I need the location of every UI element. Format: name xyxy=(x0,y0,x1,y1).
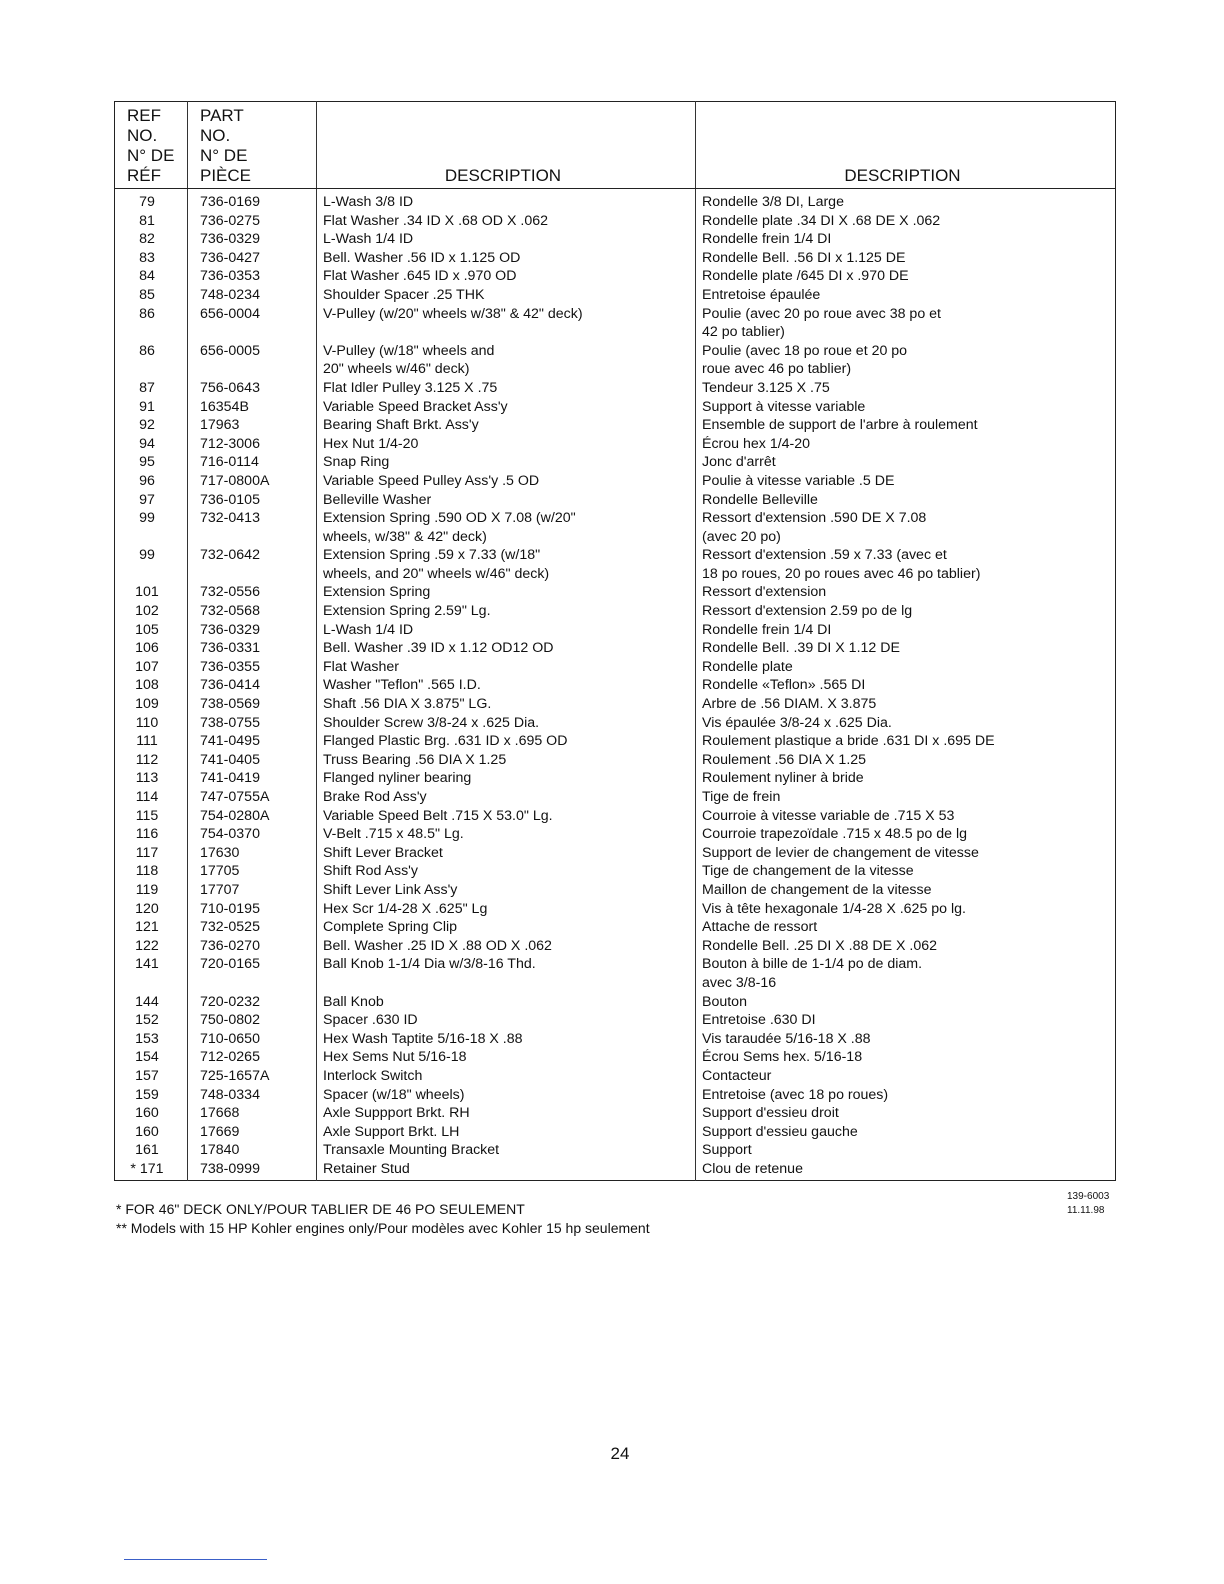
description-en: Shoulder Spacer .25 THK xyxy=(317,286,696,305)
description-fr: Courroie trapezoïdale .715 x 48.5 po de lg xyxy=(702,826,968,843)
ref-number: 112 xyxy=(115,751,188,770)
ref-number: 82 xyxy=(115,230,188,249)
part-number: 736-0275 xyxy=(188,212,317,231)
ref-number: 154 xyxy=(115,1048,188,1067)
description-en: Truss Bearing .56 DIA X 1.25 xyxy=(317,751,696,770)
description-en: Transaxle Mounting Bracket xyxy=(317,1141,696,1160)
description-fr: Clou de retenue xyxy=(702,1160,803,1177)
part-number: 736-0270 xyxy=(188,937,317,956)
table-row xyxy=(115,212,1116,231)
part-number: 717-0800A xyxy=(188,472,317,491)
description-fr: Bouton à bille de 1-1/4 po de diam. avec 3/8-16 xyxy=(702,956,923,991)
description-fr: Rondelle Belleville xyxy=(702,491,818,508)
table-row xyxy=(115,695,1116,714)
part-number: 736-0329 xyxy=(188,230,317,249)
description-fr: Ressort d'extension .590 DE X 7.08 (avec 20 po) xyxy=(702,510,927,545)
ref-number: 141 xyxy=(115,955,188,992)
description-en: V-Pulley (w/20" wheels w/38" & 42" deck) xyxy=(317,305,696,342)
description-en: Flat Washer .34 ID X .68 OD X .062 xyxy=(317,212,696,231)
ref-number: 144 xyxy=(115,993,188,1012)
description-en: Variable Speed Pulley Ass'y .5 OD xyxy=(317,472,696,491)
ref-number: 114 xyxy=(115,788,188,807)
description-fr: Rondelle frein 1/4 DI xyxy=(702,621,832,638)
part-number: 710-0650 xyxy=(188,1030,317,1049)
part-number: 17963 xyxy=(188,416,317,435)
description-fr: Vis taraudée 5/16-18 X .88 xyxy=(702,1030,871,1047)
description-fr: Vis épaulée 3/8-24 x .625 Dia. xyxy=(702,714,892,731)
description-en: Shaft .56 DIA X 3.875" LG. xyxy=(317,695,696,714)
header-row xyxy=(115,102,1116,189)
description-en: Belleville Washer xyxy=(317,491,696,510)
table-row xyxy=(115,714,1116,733)
table-row xyxy=(115,1141,1116,1160)
ref-number: 113 xyxy=(115,769,188,788)
part-number: 732-0556 xyxy=(188,583,317,602)
table-row xyxy=(115,862,1116,881)
table-row xyxy=(115,379,1116,398)
table-row xyxy=(115,732,1116,751)
ref-number: 111 xyxy=(115,732,188,751)
ref-number: 86 xyxy=(115,305,188,342)
parts-body xyxy=(115,189,1116,1181)
ref-number: 110 xyxy=(115,714,188,733)
part-number: 16354B xyxy=(188,398,317,417)
table-row xyxy=(115,230,1116,249)
description-en: Hex Sems Nut 5/16-18 xyxy=(317,1048,696,1067)
description-fr: Tige de changement de la vitesse xyxy=(702,863,914,880)
part-number: 712-3006 xyxy=(188,435,317,454)
table-row xyxy=(115,825,1116,844)
ref-number: 107 xyxy=(115,658,188,677)
description-fr: Jonc d'arrêt xyxy=(702,454,776,471)
description-en: L-Wash 1/4 ID xyxy=(317,621,696,640)
description-en: Bell. Washer .39 ID x 1.12 OD12 OD xyxy=(317,639,696,658)
description-fr: Tendeur 3.125 X .75 xyxy=(702,379,830,396)
description-en: Hex Nut 1/4-20 xyxy=(317,435,696,454)
table-row xyxy=(115,189,1116,212)
part-number: 732-0525 xyxy=(188,918,317,937)
ref-number: 86 xyxy=(115,342,188,379)
document-date: 11.11.98 xyxy=(1067,1205,1105,1216)
header-part: PART NO. N° DE PIÈCE xyxy=(188,102,317,189)
description-en: Brake Rod Ass'y xyxy=(317,788,696,807)
part-number: 17840 xyxy=(188,1141,317,1160)
part-number: 756-0643 xyxy=(188,379,317,398)
table-row xyxy=(115,267,1116,286)
description-en: Flanged nyliner bearing xyxy=(317,769,696,788)
table-row xyxy=(115,416,1116,435)
description-en: Ball Knob xyxy=(317,993,696,1012)
description-fr: Poulie (avec 18 po roue et 20 po roue avec 46 po tablier) xyxy=(702,342,908,378)
description-fr: Attache de ressort xyxy=(702,919,818,936)
ref-number: 157 xyxy=(115,1067,188,1086)
description-en: Flat Washer xyxy=(317,658,696,677)
description-en: Extension Spring .590 OD X 7.08 (w/20" wheels, w/38" & 42" deck) xyxy=(317,509,696,546)
ref-number: 97 xyxy=(115,491,188,510)
description-en: Variable Speed Belt .715 X 53.0" Lg. xyxy=(317,807,696,826)
description-en: Ball Knob 1-1/4 Dia w/3/8-16 Thd. xyxy=(317,955,696,992)
description-fr: Bouton xyxy=(702,993,747,1010)
table-row xyxy=(115,1030,1116,1049)
part-number: 17668 xyxy=(188,1104,317,1123)
description-fr: Support à vitesse variable xyxy=(702,398,866,415)
description-fr: Ressort d'extension .59 x 7.33 (avec et 18 po roues, 20 po roues avec 46 po tablier) xyxy=(702,547,981,582)
table-row xyxy=(115,472,1116,491)
description-en: Spacer (w/18" wheels) xyxy=(317,1086,696,1105)
table-row xyxy=(115,900,1116,919)
part-number: 17707 xyxy=(188,881,317,900)
description-en: Flat Washer .645 ID x .970 OD xyxy=(317,267,696,286)
ref-number: 120 xyxy=(115,900,188,919)
ref-number: 153 xyxy=(115,1030,188,1049)
ref-number: 119 xyxy=(115,881,188,900)
description-en: Shift Rod Ass'y xyxy=(317,862,696,881)
ref-number: 160 xyxy=(115,1123,188,1142)
description-en: Shift Lever Bracket xyxy=(317,844,696,863)
description-fr: Tige de frein xyxy=(702,789,781,805)
description-en: Snap Ring xyxy=(317,453,696,472)
description-en: Retainer Stud xyxy=(317,1160,696,1181)
description-fr: Maillon de changement de la vitesse xyxy=(702,881,932,898)
ref-number: 122 xyxy=(115,937,188,956)
description-en: Axle Support Brkt. LH xyxy=(317,1123,696,1142)
table-row xyxy=(115,788,1116,807)
header-description-en: DESCRIPTION xyxy=(317,102,696,189)
description-fr: Arbre de .56 DIAM. X 3.875 xyxy=(702,696,877,713)
table-row xyxy=(115,881,1116,900)
table-row xyxy=(115,286,1116,305)
ref-number: 84 xyxy=(115,267,188,286)
part-number: 712-0265 xyxy=(188,1048,317,1067)
part-number: 656-0004 xyxy=(188,305,317,342)
description-en: Extension Spring xyxy=(317,583,696,602)
description-fr: Courroie à vitesse variable de .715 X 53 xyxy=(702,807,955,824)
description-fr: Entretoise .630 DI xyxy=(702,1012,816,1029)
ref-number: 109 xyxy=(115,695,188,714)
part-number: 17669 xyxy=(188,1123,317,1142)
part-number: 750-0802 xyxy=(188,1011,317,1030)
table-row xyxy=(115,1123,1116,1142)
description-en: Bell. Washer .25 ID X .88 OD X .062 xyxy=(317,937,696,956)
description-fr: Ensemble de support de l'arbre à roulement xyxy=(702,417,978,434)
description-en: Complete Spring Clip xyxy=(317,918,696,937)
table-row xyxy=(115,1160,1116,1181)
description-fr: Rondelle frein 1/4 DI xyxy=(702,231,832,248)
ref-number: 87 xyxy=(115,379,188,398)
ref-number: 99 xyxy=(115,546,188,583)
part-number: 732-0642 xyxy=(188,546,317,583)
header-description-fr: DESCRIPTION xyxy=(696,102,1116,189)
description-en: Axle Suppport Brkt. RH xyxy=(317,1104,696,1123)
ref-number: 91 xyxy=(115,398,188,417)
description-en: Hex Scr 1/4-28 X .625" Lg xyxy=(317,900,696,919)
description-fr: Rondelle Bell. .39 DI X 1.12 DE xyxy=(702,640,900,657)
ref-number: 118 xyxy=(115,862,188,881)
description-fr: Poulie (avec 20 po roue avec 38 po et 42 po tablier) xyxy=(702,305,941,341)
footer-rule xyxy=(124,1559,267,1560)
ref-number: 161 xyxy=(115,1141,188,1160)
description-en: Washer "Teflon" .565 I.D. xyxy=(317,676,696,695)
ref-number: 115 xyxy=(115,807,188,826)
ref-number: 106 xyxy=(115,639,188,658)
table-row xyxy=(115,491,1116,510)
table-row xyxy=(115,1067,1116,1086)
ref-number: 95 xyxy=(115,453,188,472)
table-row xyxy=(115,955,1116,992)
table-row xyxy=(115,918,1116,937)
part-number: 747-0755A xyxy=(188,788,317,807)
part-number: 754-0370 xyxy=(188,825,317,844)
ref-number: 101 xyxy=(115,583,188,602)
part-number: 754-0280A xyxy=(188,807,317,826)
table-row xyxy=(115,398,1116,417)
description-fr: Rondelle «Teflon» .565 DI xyxy=(702,677,866,694)
part-number: 736-0353 xyxy=(188,267,317,286)
description-fr: Rondelle Bell. .25 DI X .88 DE X .062 xyxy=(702,937,938,954)
ref-number: 152 xyxy=(115,1011,188,1030)
ref-number: 81 xyxy=(115,212,188,231)
table-row xyxy=(115,453,1116,472)
table-row xyxy=(115,1011,1116,1030)
table-row xyxy=(115,435,1116,454)
part-number: 748-0334 xyxy=(188,1086,317,1105)
description-en: Flanged Plastic Brg. .631 ID x .695 OD xyxy=(317,732,696,751)
description-fr: Roulement nyliner à bride xyxy=(702,770,864,787)
part-number: 720-0232 xyxy=(188,993,317,1012)
part-number: 741-0405 xyxy=(188,751,317,770)
part-number: 732-0568 xyxy=(188,602,317,621)
part-number: 748-0234 xyxy=(188,286,317,305)
table-row xyxy=(115,249,1116,268)
part-number: 738-0569 xyxy=(188,695,317,714)
table-row xyxy=(115,342,1116,379)
table-row xyxy=(115,658,1116,677)
page-number: 24 xyxy=(610,1444,630,1463)
ref-number: 159 xyxy=(115,1086,188,1105)
part-number: 741-0495 xyxy=(188,732,317,751)
part-number: 738-0755 xyxy=(188,714,317,733)
description-fr: Rondelle plate /645 DI x .970 DE xyxy=(702,268,909,285)
table-row xyxy=(115,639,1116,658)
table-row xyxy=(115,602,1116,621)
description-en: L-Wash 3/8 ID xyxy=(317,189,696,212)
description-en: L-Wash 1/4 ID xyxy=(317,230,696,249)
part-number: 17630 xyxy=(188,844,317,863)
description-fr: Rondelle plate .34 DI X .68 DE X .062 xyxy=(702,212,941,229)
ref-number: 160 xyxy=(115,1104,188,1123)
description-en: Extension Spring .59 x 7.33 (w/18" wheels, and 20" wheels w/46" deck) xyxy=(317,546,696,583)
part-number: 736-0169 xyxy=(188,189,317,212)
part-number: 716-0114 xyxy=(188,453,317,472)
description-fr: Rondelle 3/8 DI, Large xyxy=(702,194,844,210)
part-number: 710-0195 xyxy=(188,900,317,919)
part-number: 736-0414 xyxy=(188,676,317,695)
table-row xyxy=(115,676,1116,695)
ref-number: 79 xyxy=(115,189,188,212)
description-fr: Rondelle plate xyxy=(702,658,793,675)
table-row xyxy=(115,621,1116,640)
part-number: 738-0999 xyxy=(188,1160,317,1181)
description-en: Spacer .630 ID xyxy=(317,1011,696,1030)
table-row xyxy=(115,993,1116,1012)
ref-number: 94 xyxy=(115,435,188,454)
document-code: 139-6003 xyxy=(1067,1191,1110,1202)
footnote-kohler: ** Models with 15 HP Kohler engines only/Pour modèles avec Kohler 15 hp seulement xyxy=(116,1220,650,1236)
description-en: Shift Lever Link Ass'y xyxy=(317,881,696,900)
ref-number: 108 xyxy=(115,676,188,695)
part-number: 732-0413 xyxy=(188,509,317,546)
part-number: 17705 xyxy=(188,862,317,881)
description-en: Hex Wash Taptite 5/16-18 X .88 xyxy=(317,1030,696,1049)
description-en: Extension Spring 2.59" Lg. xyxy=(317,602,696,621)
part-number: 656-0005 xyxy=(188,342,317,379)
ref-number: 116 xyxy=(115,825,188,844)
ref-number: 85 xyxy=(115,286,188,305)
description-en: Variable Speed Bracket Ass'y xyxy=(317,398,696,417)
part-number: 736-0427 xyxy=(188,249,317,268)
description-fr: Entretoise (avec 18 po roues) xyxy=(702,1086,889,1103)
description-en: Interlock Switch xyxy=(317,1067,696,1086)
table-row xyxy=(115,1048,1116,1067)
description-en: Bell. Washer .56 ID x 1.125 OD xyxy=(317,249,696,268)
description-fr: Écrou hex 1/4-20 xyxy=(702,435,811,452)
table-row xyxy=(115,937,1116,956)
description-fr: Contacteur xyxy=(702,1067,772,1084)
table-row xyxy=(115,583,1116,602)
table-row xyxy=(115,769,1116,788)
description-fr: Ressort d'extension xyxy=(702,584,827,601)
description-fr: Support de levier de changement de vitesse xyxy=(702,844,979,861)
part-number: 736-0331 xyxy=(188,639,317,658)
description-fr: Poulie à vitesse variable .5 DE xyxy=(702,472,895,489)
ref-number: 102 xyxy=(115,602,188,621)
description-fr: Roulement .56 DIA X 1.25 xyxy=(702,751,867,768)
part-number: 720-0165 xyxy=(188,955,317,992)
description-fr: Support d'essieu gauche xyxy=(702,1123,858,1140)
description-fr: Ressort d'extension 2.59 po de lg xyxy=(702,603,913,620)
description-fr: Rondelle Bell. .56 DI x 1.125 DE xyxy=(702,249,906,266)
ref-number: 99 xyxy=(115,509,188,546)
ref-number: 83 xyxy=(115,249,188,268)
description-fr: Roulement plastique a bride .631 DI x .695 DE xyxy=(702,733,995,750)
table-row xyxy=(115,751,1116,770)
ref-number: 105 xyxy=(115,621,188,640)
table-row xyxy=(115,1086,1116,1105)
header-ref: REF NO. N° DE RÉF xyxy=(115,102,188,189)
description-en: Flat Idler Pulley 3.125 X .75 xyxy=(317,379,696,398)
table-row xyxy=(115,509,1116,546)
table-row xyxy=(115,305,1116,342)
part-number: 741-0419 xyxy=(188,769,317,788)
part-number: 736-0105 xyxy=(188,491,317,510)
ref-number: 117 xyxy=(115,844,188,863)
ref-number: 121 xyxy=(115,918,188,937)
part-number: 736-0329 xyxy=(188,621,317,640)
description-fr: Support xyxy=(702,1142,752,1159)
ref-number: 92 xyxy=(115,416,188,435)
footnote-deck: * FOR 46" DECK ONLY/POUR TABLIER DE 46 PO SEULEMENT xyxy=(116,1201,525,1217)
description-fr: Écrou Sems hex. 5/16-18 xyxy=(702,1049,863,1066)
ref-number: * 171 xyxy=(115,1160,188,1181)
description-en: V-Belt .715 x 48.5" Lg. xyxy=(317,825,696,844)
table-row xyxy=(115,546,1116,583)
table-row xyxy=(115,1104,1116,1123)
description-en: Bearing Shaft Brkt. Ass'y xyxy=(317,416,696,435)
description-fr: Entretoise épaulée xyxy=(702,286,821,303)
description-en: Shoulder Screw 3/8-24 x .625 Dia. xyxy=(317,714,696,733)
table-row xyxy=(115,807,1116,826)
part-number: 725-1657A xyxy=(188,1067,317,1086)
description-en: V-Pulley (w/18" wheels and 20" wheels w/46" deck) xyxy=(317,342,696,379)
table-row xyxy=(115,844,1116,863)
description-fr: Vis à tête hexagonale 1/4-28 X .625 po lg. xyxy=(702,900,966,917)
parts-table xyxy=(114,101,1116,1181)
part-number: 736-0355 xyxy=(188,658,317,677)
ref-number: 96 xyxy=(115,472,188,491)
description-fr: Support d'essieu droit xyxy=(702,1105,839,1122)
